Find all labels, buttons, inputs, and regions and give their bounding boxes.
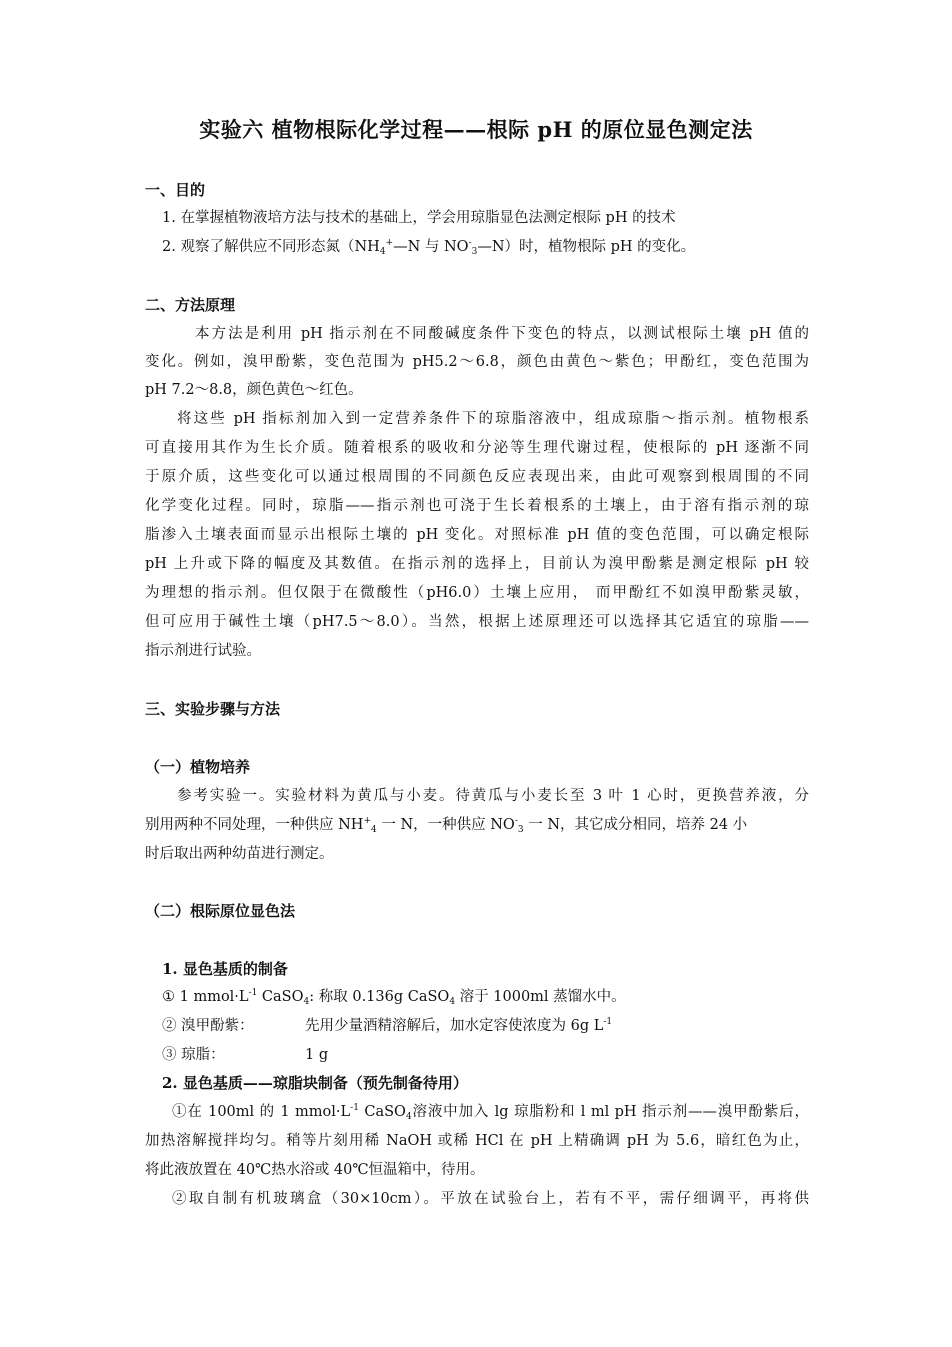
step-2-heading: 2. 显色基质——琼脂块制备（预先制备待用） [162, 1074, 468, 1092]
procedure-line: 加热溶解搅拌均匀。稍等片刻用稀 NaOH 或稀 HCl 在 pH 上精确调 pH 为 5.6，暗红色为止， [145, 1133, 809, 1149]
culture-line: 时后取出两种幼苗进行测定。 [145, 846, 334, 862]
reagent-row-2: ② 溴甲酚紫： 先用少量酒精溶解后，加水定容使浓度为 6g $L^{-1}$ [162, 1017, 613, 1034]
principle-line: 化学变化过程。同时，琼脂——指示剂也可浇于生长着根系的土壤上，由于溶有指示剂的琼 [145, 498, 809, 514]
reagent-label: ③ 琼脂： [162, 1047, 225, 1063]
reagent-row-3 [162, 1045, 826, 1065]
reagent-value: 先用少量酒精溶解后，加水定容使浓度为 6g L [305, 1018, 604, 1034]
procedure-line: 将此液放置在 40℃热水浴或 40℃恒温箱中，待用。 [145, 1162, 485, 1178]
subsection-1-heading: （一）植物培养 [145, 758, 251, 776]
principle-line: pH 上升或下降的幅度及其数值。在指示剂的选择上，目前认为溴甲酚紫是测定根际 pH 较 [145, 556, 809, 572]
procedure-line: ①在 100ml 的 1 $mmol\cdot L^{-1}$ CaSO$_4$溶液中加入 lg 琼脂粉和 l ml pH 指示剂——溴甲酚紫后， [172, 1103, 809, 1122]
principle-line: 本方法是利用 pH 指示剂在不同酸碱度条件下变色的特点，以测试根际土壤 pH 值的 [195, 326, 809, 342]
section-1-heading: 一、目的 [145, 181, 206, 199]
principle-line: 为理想的指示剂。但仅限于在微酸性（pH6.0）土壤上应用， 而甲酚红不如溴甲酚紫灵敏， [145, 585, 809, 601]
principle-line: 将这些 pH 指标剂加入到一定营养条件下的琼脂溶液中，组成琼脂～指示剂。植物根系 [177, 411, 809, 427]
reagent-row-1: ① 1 $mmol\cdot L^{-1}$ CaSO$_4$: 称取 0.136g CaSO$_4$ 溶于 1000ml 蒸馏水中。 [162, 988, 626, 1007]
reagent-label: ② 溴甲酚紫： [162, 1018, 254, 1034]
culture-line: 参考实验一。实验材料为黄瓜与小麦。待黄瓜与小麦长至 3 叶 1 心时，更换营养液，分 [177, 788, 809, 804]
objective-item-1: 1. 在掌握植物液培方法与技术的基础上，学会用琼脂显色法测定根际 pH 的技术 [162, 210, 676, 226]
procedure-line: ②取自制有机玻璃盒（30×10cm）。平放在试验台上，若有不平，需仔细调平，再将供 [172, 1191, 809, 1207]
reagent-value: 1 g [305, 1047, 329, 1063]
principle-line: pH 7.2～8.8，颜色黄色～红色。 [145, 382, 363, 398]
subsection-2-heading: （二）根际原位显色法 [145, 902, 296, 920]
principle-line: 但可应用于碱性土壤（pH7.5～8.0）。当然，根据上述原理还可以选择其它适宜的琼脂—— [145, 614, 809, 630]
culture-line: 别用两种不同处理，一种供应 $NH^+_4$ 一 N，一种供应 $NO^-_3$ 一 N，其它成分相同，培养 24 小 [145, 816, 748, 835]
principle-line: 变化。例如，溴甲酚紫，变色范围为 pH5.2～6.8，颜色由黄色～紫色；甲酚红，变色范围为 [145, 354, 809, 370]
principle-line: 可直接用其作为生长介质。随着根系的吸收和分泌等生理代谢过程，使根际的 pH 逐渐不同 [145, 440, 809, 456]
section-2-heading: 二、方法原理 [145, 296, 236, 314]
objective-item-2: 2. 观察了解供应不同形态氮（$NH_4^+—N$ 与 $NO^-_3—N$）时，植物根际 pH 的变化。 [162, 238, 696, 257]
principle-line: 于原介质，这些变化可以通过根周围的不同颜色反应表现出来，由此可观察到根周围的不同 [145, 469, 809, 485]
step-1-heading: 1. 显色基质的制备 [162, 960, 288, 978]
section-3-heading: 三、实验步骤与方法 [145, 700, 281, 718]
principle-line: 指示剂进行试验。 [145, 643, 261, 659]
page-title: 实验六 植物根际化学过程——根际 pH 的原位显色测定法 [199, 117, 753, 142]
principle-line: 脂渗入土壤表面而显示出根际土壤的 pH 变化。对照标准 pH 值的变色范围，可以确定根际 [145, 527, 809, 543]
